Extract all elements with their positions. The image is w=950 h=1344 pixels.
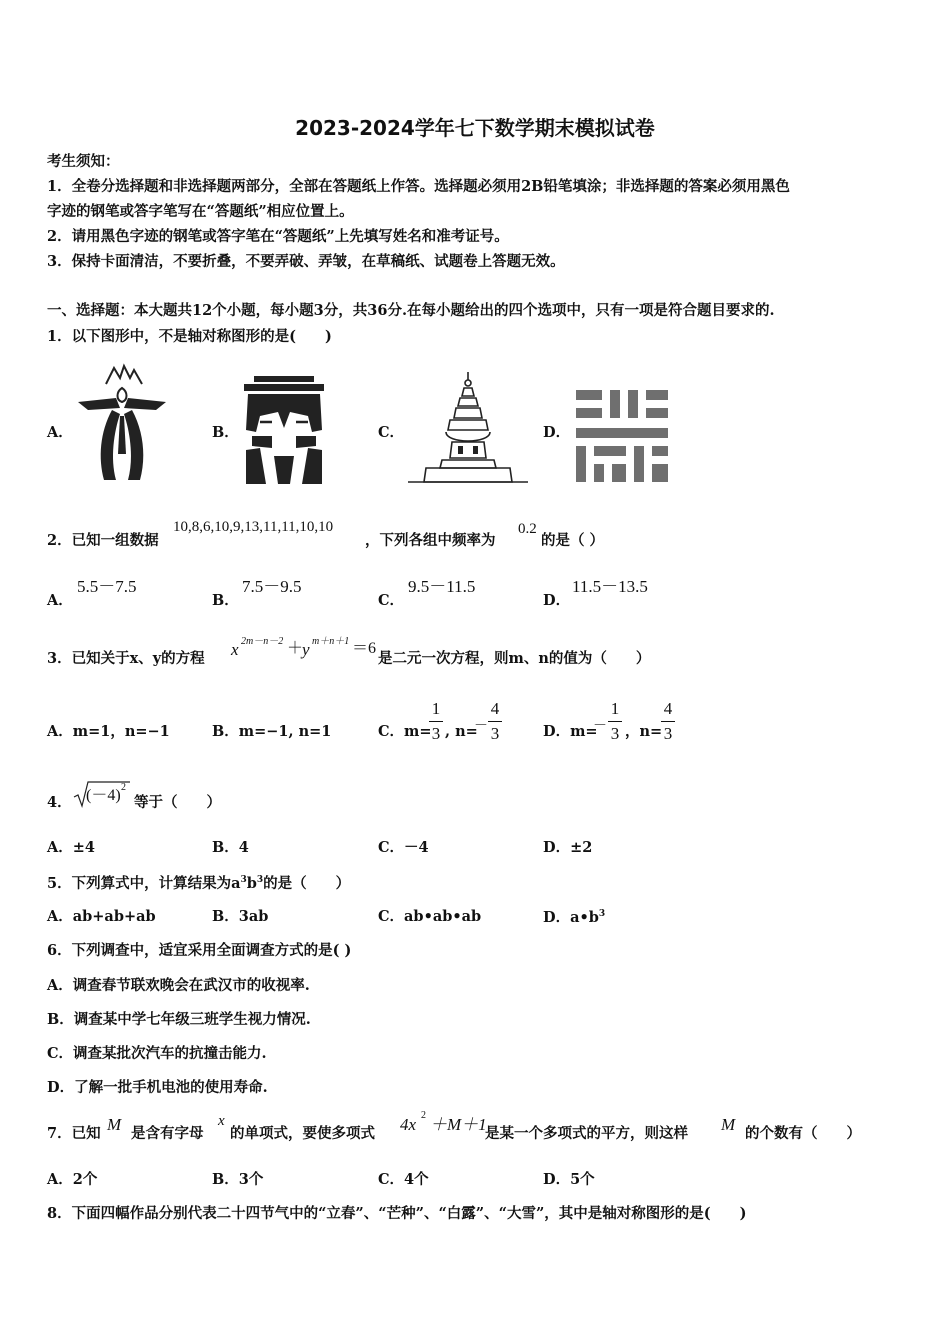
q7-poly-a: 4x xyxy=(400,1115,417,1134)
q3-option-c-fraction xyxy=(429,699,443,744)
maze-glyph-icon xyxy=(574,388,670,484)
q5-stem-end: 的是（ ） xyxy=(263,874,351,892)
notice-item: 3．保持卡面清洁，不要折叠，不要弄破、弄皱，在草稿纸、试题卷上答题无效。 xyxy=(47,253,565,270)
numerator: 4 xyxy=(663,699,673,718)
numerator: 4 xyxy=(490,699,500,718)
q3-equals-six: ＝6 xyxy=(352,640,377,657)
q2-stem-end: 的是（ ） xyxy=(541,532,605,549)
q6-option-a: A．调查春节联欢晚会在武汉市的收视率. xyxy=(47,977,310,994)
q7-option-c: C．4个 xyxy=(378,1171,429,1188)
q2-option-a-value: 5.5－7.5 xyxy=(77,577,137,596)
notice-item: 字迹的钢笔或答字笔写在“答题纸”相应位置上。 xyxy=(47,203,354,220)
q2-option-d-label: D． xyxy=(543,592,571,609)
q3-plus: ＋ xyxy=(287,640,304,657)
q2-option-d-value: 11.5－13.5 xyxy=(572,577,648,596)
denominator: 3 xyxy=(490,724,500,743)
denominator: 3 xyxy=(431,724,441,743)
q7-option-b: B．3个 xyxy=(212,1171,264,1188)
q6-option-d: D．了解一批手机电池的使用寿命. xyxy=(47,1079,268,1096)
denominator: 3 xyxy=(663,724,673,743)
notice-item: 1．全卷分选择题和非选择题两部分，全部在答题纸上作答。选择题必须用2B铅笔填涂；非选择题的答案必须用黑色 xyxy=(47,178,790,195)
section-heading: 一、选择题：本大题共12个小题，每小题3分，共36分.在每小题给出的四个选项中，只有一项是符合题目要求的. xyxy=(47,302,775,319)
q3-stem-start: 3．已知关于x、y的方程 xyxy=(47,650,205,667)
q7-poly-b: ＋M＋1 xyxy=(430,1115,487,1134)
q7-stem-d: 是某一个多项式的平方，则这样 xyxy=(485,1125,688,1142)
q3-x-exponent: 2m－n－2 xyxy=(241,636,284,647)
q5-b: b xyxy=(246,874,257,892)
q5-option-d-exp: 3 xyxy=(598,909,606,919)
q3-option-d-middle: ，n= xyxy=(625,723,663,740)
q1-option-d: D． xyxy=(543,424,571,441)
q8-stem: 8．下面四幅作品分别代表二十四节气中的“立春”、“芒种”、“白露”、“大雪”，其中是轴对称图形的是( ) xyxy=(47,1205,747,1222)
q4-option-c: C．－4 xyxy=(378,839,429,856)
q7-stem-e: 的个数有（ ） xyxy=(745,1125,861,1142)
pagoda-icon xyxy=(406,372,530,486)
q4-exponent: 2 xyxy=(121,782,126,793)
q2-option-a-label: A． xyxy=(47,592,73,609)
q3-option-d-label: D．m= xyxy=(543,723,598,740)
page-title: 2023-2024学年七下数学期末模拟试卷 xyxy=(295,116,655,140)
q5-exp-a: 3 xyxy=(240,875,247,885)
q3-y: y xyxy=(302,640,310,659)
q7-poly-exp: 2 xyxy=(421,1110,426,1121)
q1-option-b: B． xyxy=(212,424,239,441)
minus-sign: － xyxy=(593,719,607,734)
q5-option-a: A．ab+ab+ab xyxy=(47,908,156,925)
q4-stem: 等于（ ） xyxy=(134,794,221,811)
q7-M-2: M xyxy=(721,1115,736,1134)
q2-stem-start: 2．已知一组数据 xyxy=(47,532,159,549)
q3-option-d-fraction-2 xyxy=(661,699,675,744)
notice-item: 2．请用黑色字迹的钢笔或答字笔在“答题纸”上先填写姓名和准考证号。 xyxy=(47,228,509,245)
q4-option-d: D．±2 xyxy=(543,839,593,856)
q4-radicand: (－4) xyxy=(86,787,121,804)
q2-data: 10,8,6,10,9,13,11,11,10,10 xyxy=(173,519,334,535)
q7-x: x xyxy=(218,1113,225,1129)
q5-exp-b: 3 xyxy=(256,875,264,885)
q7-stem-b: 是含有字母 xyxy=(131,1125,204,1142)
numerator: 1 xyxy=(431,699,441,718)
q3-y-exponent: m＋n＋1 xyxy=(312,636,350,647)
q6-option-c: C．调查某批次汽车的抗撞击能力. xyxy=(47,1045,267,1062)
q2-option-b-label: B． xyxy=(212,592,239,609)
q5-option-d-text: D．a•b xyxy=(543,908,599,926)
q3-option-d-fraction xyxy=(608,699,622,744)
q3-option-a: A．m=1，n=−1 xyxy=(47,723,170,740)
q5-option-c: C．ab•ab•ab xyxy=(378,908,482,925)
q7-option-a: A．2个 xyxy=(47,1171,98,1188)
q4-option-b: B．4 xyxy=(212,839,249,856)
q3-option-c-middle: , n= xyxy=(445,723,478,740)
q1-option-c: C． xyxy=(378,424,405,441)
q2-frequency: 0.2 xyxy=(518,521,537,537)
q3-option-b: B．m=−1, n=1 xyxy=(212,723,332,740)
q5-option-d xyxy=(543,910,605,925)
q5-stem-start: 5．下列算式中，计算结果为a xyxy=(47,874,241,892)
notice-heading: 考生须知： xyxy=(47,153,120,170)
q4-option-a: A．±4 xyxy=(47,839,95,856)
minus-sign: － xyxy=(474,719,488,734)
q2-option-c-label: C． xyxy=(378,592,405,609)
q2-option-c-value: 9.5－11.5 xyxy=(408,577,476,596)
q3-stem-end: 是二元一次方程，则m、n的值为（ ） xyxy=(378,650,651,667)
q6-stem: 6．下列调查中，适宜采用全面调查方式的是( ) xyxy=(47,942,352,959)
q3-option-c-label: C．m= xyxy=(378,723,432,740)
q7-M: M xyxy=(107,1115,122,1134)
q5-stem xyxy=(47,876,350,891)
q3-x: x xyxy=(231,640,239,659)
denominator: 3 xyxy=(610,724,620,743)
q5-option-b: B．3ab xyxy=(212,908,269,925)
q7-stem-start: 7．已知 xyxy=(47,1125,101,1142)
opera-mask-icon xyxy=(242,376,326,486)
q7-stem-c: 的单项式，要使多项式 xyxy=(230,1125,375,1142)
q3-option-c-fraction-2 xyxy=(488,699,502,744)
q1-stem: 1．以下图形中，不是轴对称图形的是( ) xyxy=(47,328,332,345)
q2-option-b-value: 7.5－9.5 xyxy=(242,577,302,596)
q6-option-b: B．调查某中学七年级三班学生视力情况. xyxy=(47,1011,311,1028)
q7-option-d: D．5个 xyxy=(543,1171,595,1188)
winged-figure-icon xyxy=(76,362,168,486)
q1-option-a: A． xyxy=(47,424,73,441)
q2-stem-middle: ，下列各组中频率为 xyxy=(365,532,496,549)
q4-number: 4． xyxy=(47,794,72,811)
numerator: 1 xyxy=(610,699,620,718)
